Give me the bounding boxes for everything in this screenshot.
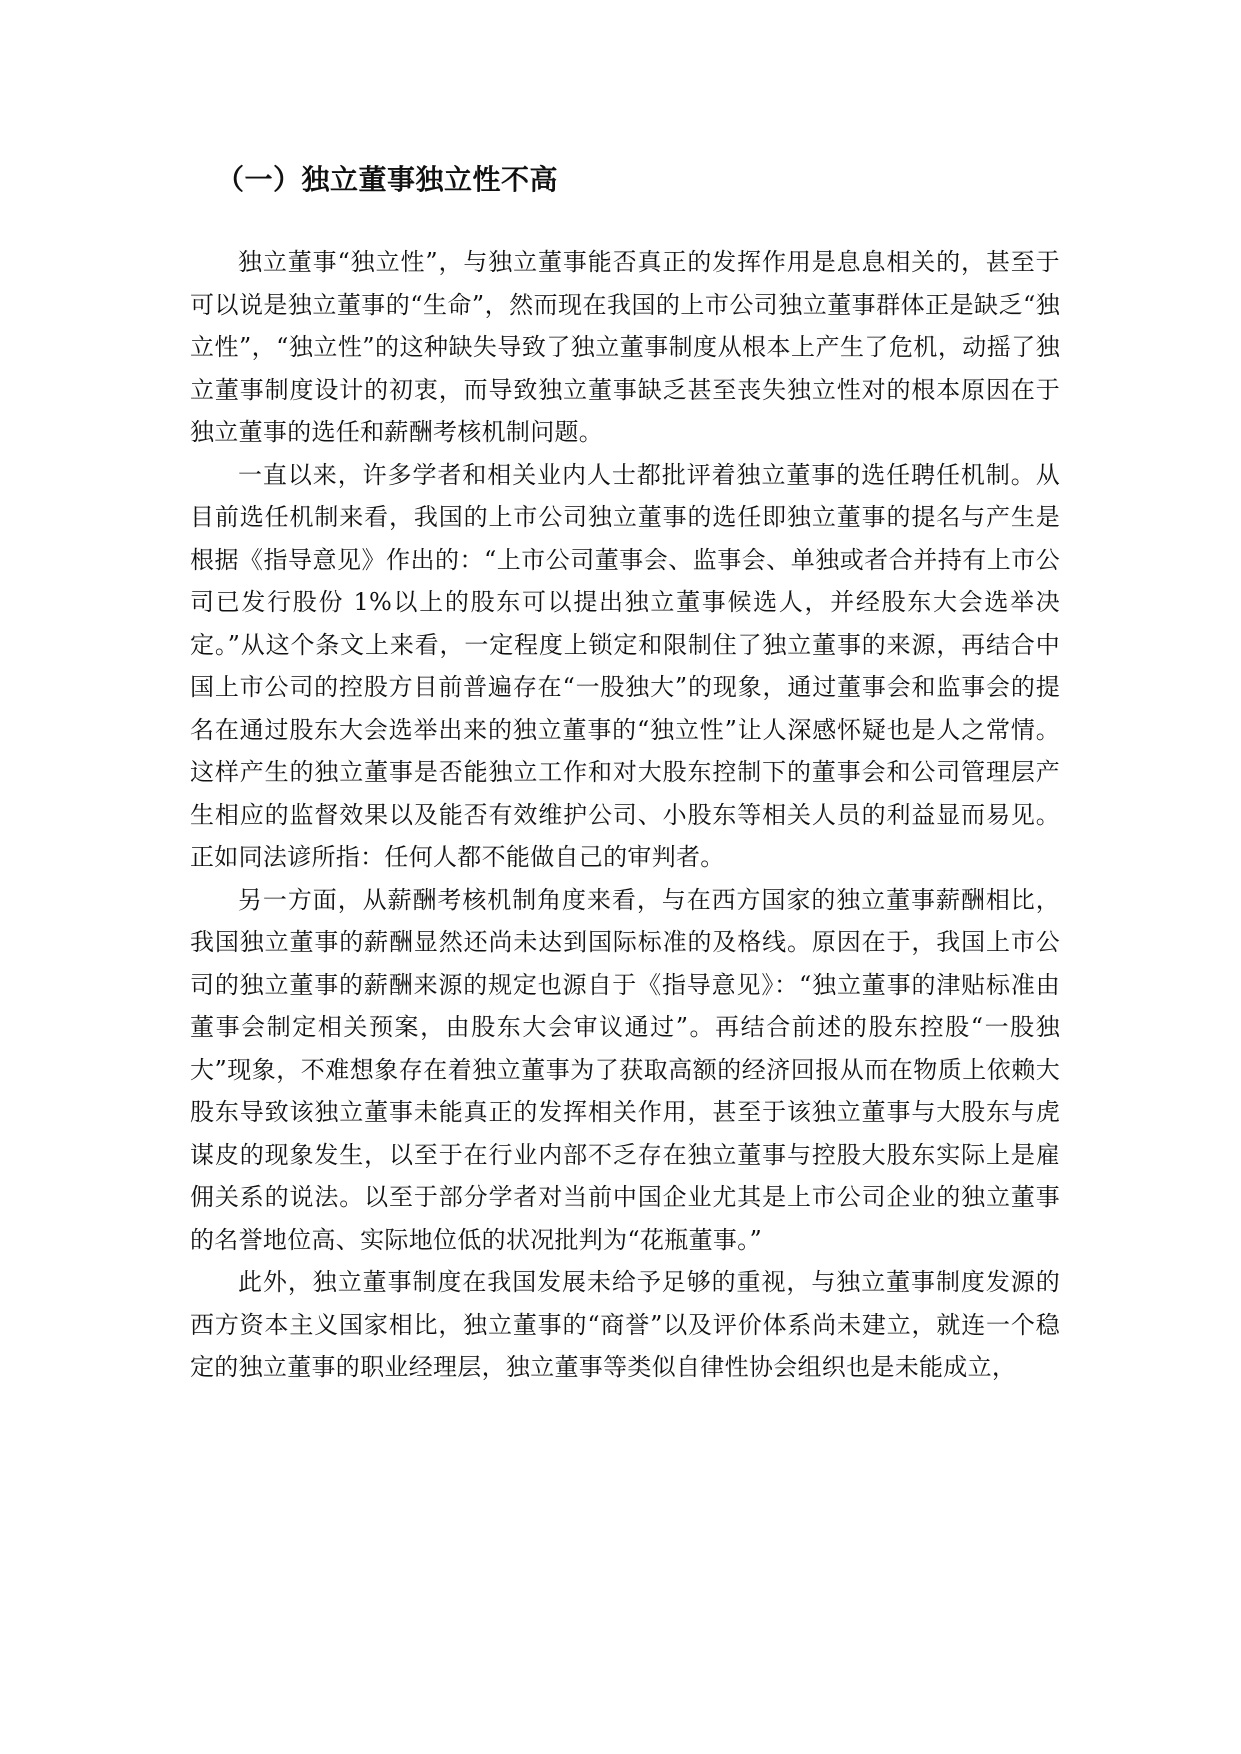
body-text [190, 241, 1060, 1389]
paragraph: 独立董事“独立性”，与独立董事能否真正的发挥作用是息息相关的，甚至于可以说是独立董事的“生命”，然而现在我国的上市公司独立董事群体正是缺乏“独立性”，“独立性”的这种缺失导致了独立董事制度从根本上产生了危机，动摇了独立董事制度设计的初衷，而导致独立董事缺乏甚至丧失独立性对的根本原因在于独立董事的选任和薪酬考核机制问题。 [190, 248, 1060, 446]
paragraph: 一直以来，许多学者和相关业内人士都批评着独立董事的选任聘任机制。从目前选任机制来看，我国的上市公司独立董事的选任即独立董事的提名与产生是根据《指导意见》作出的：“上市公司董事会、监事会、单独或者合并持有上市公司已发行股份 1%以上的股东可以提出独立董事候选人，并经股东大会选举决定。”从这个条文上来看，一定程度上锁定和限制住了独立董事的来源，再结合中国上市公司的控股方目前普遍存在“一股独大”的现象，通过董事会和监事会的提名在通过股东大会选举出来的独立董事的“独立性”让人深感怀疑也是人之常情。这样产生的独立董事是否能独立工作和对大股东控制下的董事会和公司管理层产生相应的监督效果以及能否有效维护公司、小股东等相关人员的利益显而易见。正如同法谚所指：任何人都不能做自己的审判者。 [190, 460, 1060, 871]
paragraph: 此外，独立董事制度在我国发展未给予足够的重视，与独立董事制度发源的西方资本主义国家相比，独立董事的“商誉”以及评价体系尚未建立，就连一个稳定的独立董事的职业经理层，独立董事等类似自律性协会组织也是未能成立， [190, 1268, 1060, 1381]
section-heading: （一）独立董事独立性不高 [216, 163, 559, 196]
paragraph: 另一方面，从薪酬考核机制角度来看，与在西方国家的独立董事薪酬相比，我国独立董事的薪酬显然还尚未达到国际标准的及格线。原因在于，我国上市公司的独立董事的薪酬来源的规定也源自于《指导意见》：“独立董事的津贴标准由董事会制定相关预案，由股东大会审议通过”。再结合前述的股东控股“一股独大”现象，不难想象存在着独立董事为了获取高额的经济回报从而在物质上依赖大股东导致该独立董事未能真正的发挥相关作用，甚至于该独立董事与大股东与虎谋皮的现象发生，以至于在行业内部不乏存在独立董事与控股大股东实际上是雇佣关系的说法。以至于部分学者对当前中国企业尤其是上市公司企业的独立董事的名誉地位高、实际地位低的状况批判为“花瓶董事。” [190, 885, 1060, 1254]
